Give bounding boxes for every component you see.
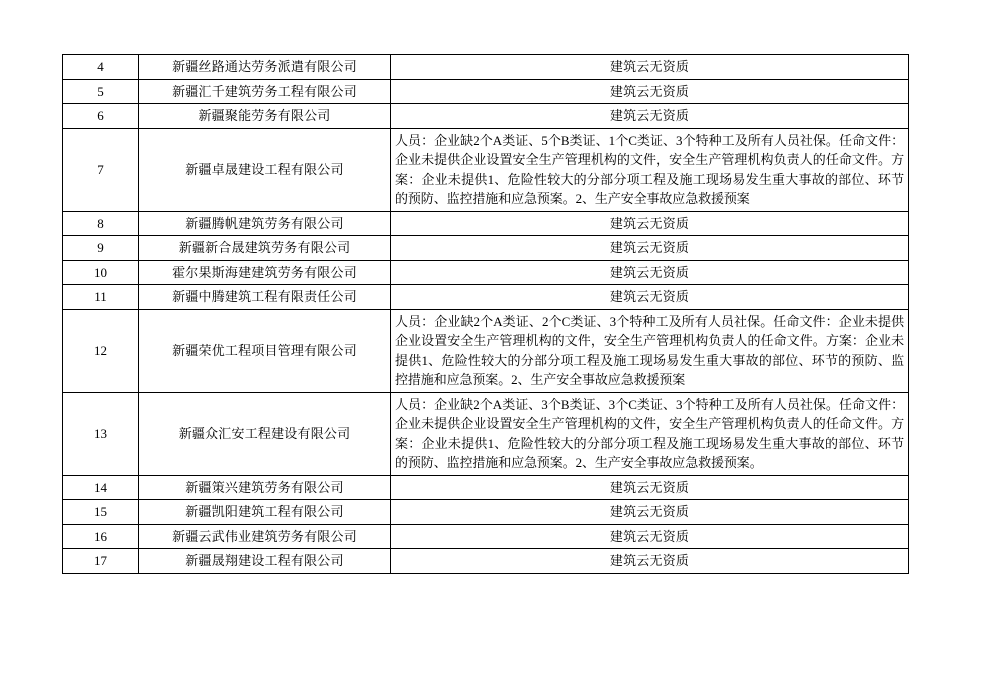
row-number: 7 <box>63 128 139 211</box>
row-number: 9 <box>63 236 139 261</box>
enterprise-name: 新疆卓晟建设工程有限公司 <box>139 128 391 211</box>
enterprise-name: 新疆策兴建筑劳务有限公司 <box>139 475 391 500</box>
table-container <box>62 54 908 574</box>
row-number: 15 <box>63 500 139 525</box>
issue-description: 建筑云无资质 <box>391 55 909 80</box>
issue-description: 建筑云无资质 <box>391 475 909 500</box>
issue-description: 人员：企业缺2个A类证、3个B类证、3个C类证、3个特种工及所有人员社保。任命文件：企业未提供企业设置安全生产管理机构的文件，安全生产管理机构负责人的任命文件。方案：企业未提供1、危险性较大的分部分项工程及施工现场易发生重大事故的部位、环节的预防、监控措施和应急预案。2、生产安全事故应急救援预案。 <box>391 392 909 475</box>
issue-description: 建筑云无资质 <box>391 500 909 525</box>
table-row <box>63 524 909 549</box>
enterprise-name: 新疆凯阳建筑工程有限公司 <box>139 500 391 525</box>
table-row <box>63 392 909 475</box>
table-row <box>63 285 909 310</box>
issue-description: 建筑云无资质 <box>391 211 909 236</box>
enterprise-name: 新疆众汇安工程建设有限公司 <box>139 392 391 475</box>
issue-description: 建筑云无资质 <box>391 236 909 261</box>
issue-description: 人员：企业缺2个A类证、2个C类证、3个特种工及所有人员社保。任命文件：企业未提供企业设置安全生产管理机构的文件，安全生产管理机构负责人的任命文件。方案：企业未提供1、危险性较大的分部分项工程及施工现场易发生重大事故的部位、环节的预防、监控措施和应急预案。2、生产安全事故应急救援预案 <box>391 309 909 392</box>
enterprise-name: 新疆丝路通达劳务派遣有限公司 <box>139 55 391 80</box>
table-row <box>63 236 909 261</box>
enterprise-name: 新疆汇千建筑劳务工程有限公司 <box>139 79 391 104</box>
issue-description: 建筑云无资质 <box>391 285 909 310</box>
enterprise-name: 新疆聚能劳务有限公司 <box>139 104 391 129</box>
row-number: 16 <box>63 524 139 549</box>
row-number: 4 <box>63 55 139 80</box>
enterprise-name: 新疆云武伟业建筑劳务有限公司 <box>139 524 391 549</box>
row-number: 14 <box>63 475 139 500</box>
table-row <box>63 128 909 211</box>
enterprise-name: 霍尔果斯海建建筑劳务有限公司 <box>139 260 391 285</box>
row-number: 13 <box>63 392 139 475</box>
enterprise-name: 新疆腾帆建筑劳务有限公司 <box>139 211 391 236</box>
issue-description: 建筑云无资质 <box>391 260 909 285</box>
enterprise-issues-table <box>62 54 909 574</box>
table-row <box>63 500 909 525</box>
issue-description: 建筑云无资质 <box>391 104 909 129</box>
row-number: 10 <box>63 260 139 285</box>
table-row <box>63 211 909 236</box>
row-number: 8 <box>63 211 139 236</box>
table-row <box>63 475 909 500</box>
table-row <box>63 260 909 285</box>
issue-description: 建筑云无资质 <box>391 549 909 574</box>
table-body <box>63 55 909 574</box>
table-row <box>63 309 909 392</box>
enterprise-name: 新疆晟翔建设工程有限公司 <box>139 549 391 574</box>
enterprise-name: 新疆新合晟建筑劳务有限公司 <box>139 236 391 261</box>
issue-description: 建筑云无资质 <box>391 79 909 104</box>
table-row <box>63 104 909 129</box>
row-number: 11 <box>63 285 139 310</box>
enterprise-name: 新疆荣优工程项目管理有限公司 <box>139 309 391 392</box>
enterprise-name: 新疆中腾建筑工程有限责任公司 <box>139 285 391 310</box>
row-number: 6 <box>63 104 139 129</box>
row-number: 12 <box>63 309 139 392</box>
table-row <box>63 549 909 574</box>
issue-description: 建筑云无资质 <box>391 524 909 549</box>
table-row <box>63 79 909 104</box>
row-number: 5 <box>63 79 139 104</box>
issue-description: 人员：企业缺2个A类证、5个B类证、1个C类证、3个特种工及所有人员社保。任命文件：企业未提供企业设置安全生产管理机构的文件，安全生产管理机构负责人的任命文件。方案：企业未提供1、危险性较大的分部分项工程及施工现场易发生重大事故的部位、环节的预防、监控措施和应急预案。2、生产安全事故应急救援预案 <box>391 128 909 211</box>
table-row <box>63 55 909 80</box>
row-number: 17 <box>63 549 139 574</box>
